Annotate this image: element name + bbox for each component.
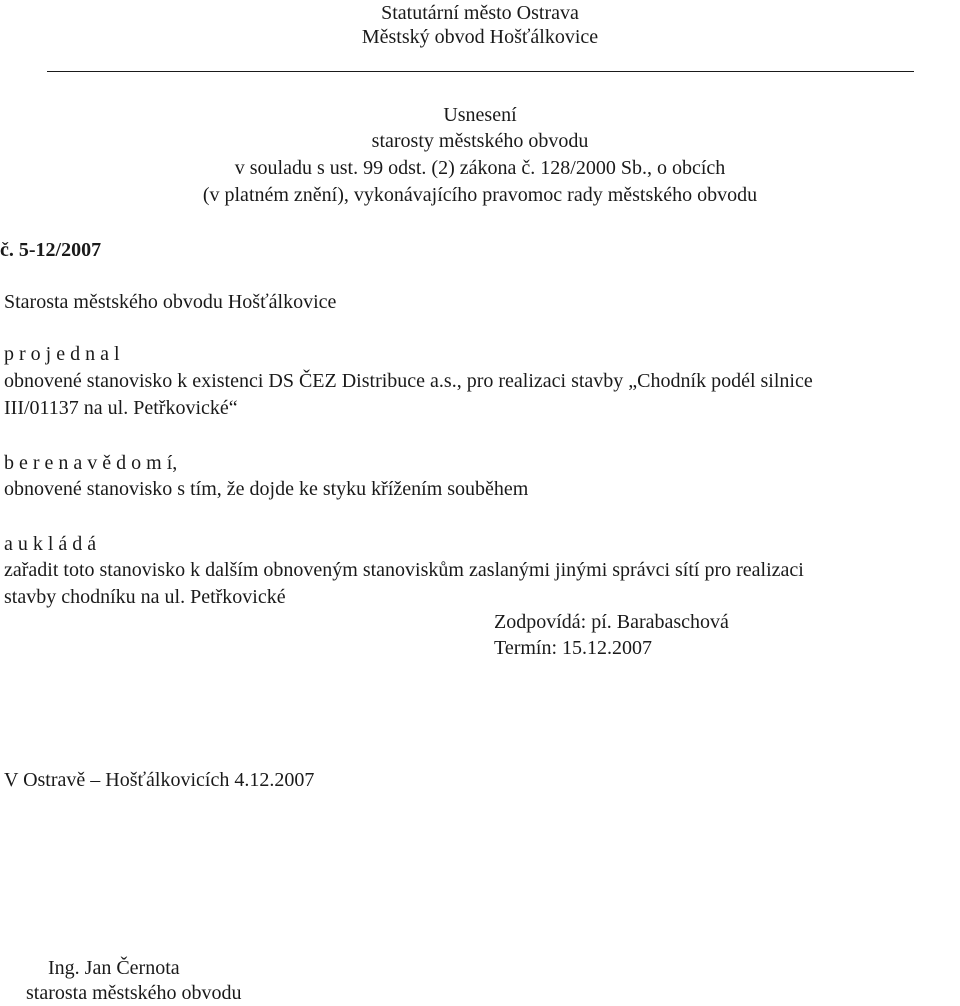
header-divider — [47, 71, 914, 72]
title-legal-basis: v souladu s ust. 99 odst. (2) zákona č. 128/2000 Sb., o obcích — [234, 157, 726, 179]
section-orders-text-1: zařadit toto stanovisko k dalším obnoveným stanoviskům zaslanými jinými správci sítí pro realizaci — [4, 559, 804, 581]
title-subheading: starosty městského obvodu — [371, 130, 589, 152]
section-orders-text-2: stavby chodníku na ul. Petřkovické — [4, 586, 286, 608]
resolution-number: č. 5-12/2007 — [0, 239, 102, 261]
deadline: Termín: 15.12.2007 — [494, 637, 653, 659]
responsible-person: Zodpovídá: pí. Barabaschová — [494, 611, 729, 633]
title-legal-basis-cont: (v platném znění), vykonávajícího pravomoc rady městského obvodu — [202, 184, 758, 206]
place-and-date: V Ostravě – Hošťálkovicích 4.12.2007 — [4, 769, 315, 791]
section-discussed-text-1: obnovené stanovisko k existenci DS ČEZ Distribuce a.s., pro realizaci stavby „Chodník podél silnice — [4, 370, 813, 392]
header-district: Městský obvod Hošťálkovice — [361, 26, 599, 48]
resolution-author: Starosta městského obvodu Hošťálkovice — [4, 291, 337, 313]
section-noted-text: obnovené stanovisko s tím, že dojde ke styku křížením souběhem — [4, 478, 529, 500]
signature-name: Ing. Jan Černota — [48, 957, 180, 979]
title-heading: Usnesení — [443, 104, 517, 126]
section-discussed-heading: p r o j e d n a l — [4, 343, 120, 365]
section-noted-heading: b e r e n a v ě d o m í, — [4, 452, 178, 474]
section-discussed-text-2: III/01137 na ul. Petřkovické“ — [4, 397, 238, 419]
header-city: Statutární město Ostrava — [381, 2, 579, 24]
signature-role: starosta městského obvodu — [26, 982, 242, 1004]
section-orders-heading: a u k l á d á — [4, 533, 97, 555]
